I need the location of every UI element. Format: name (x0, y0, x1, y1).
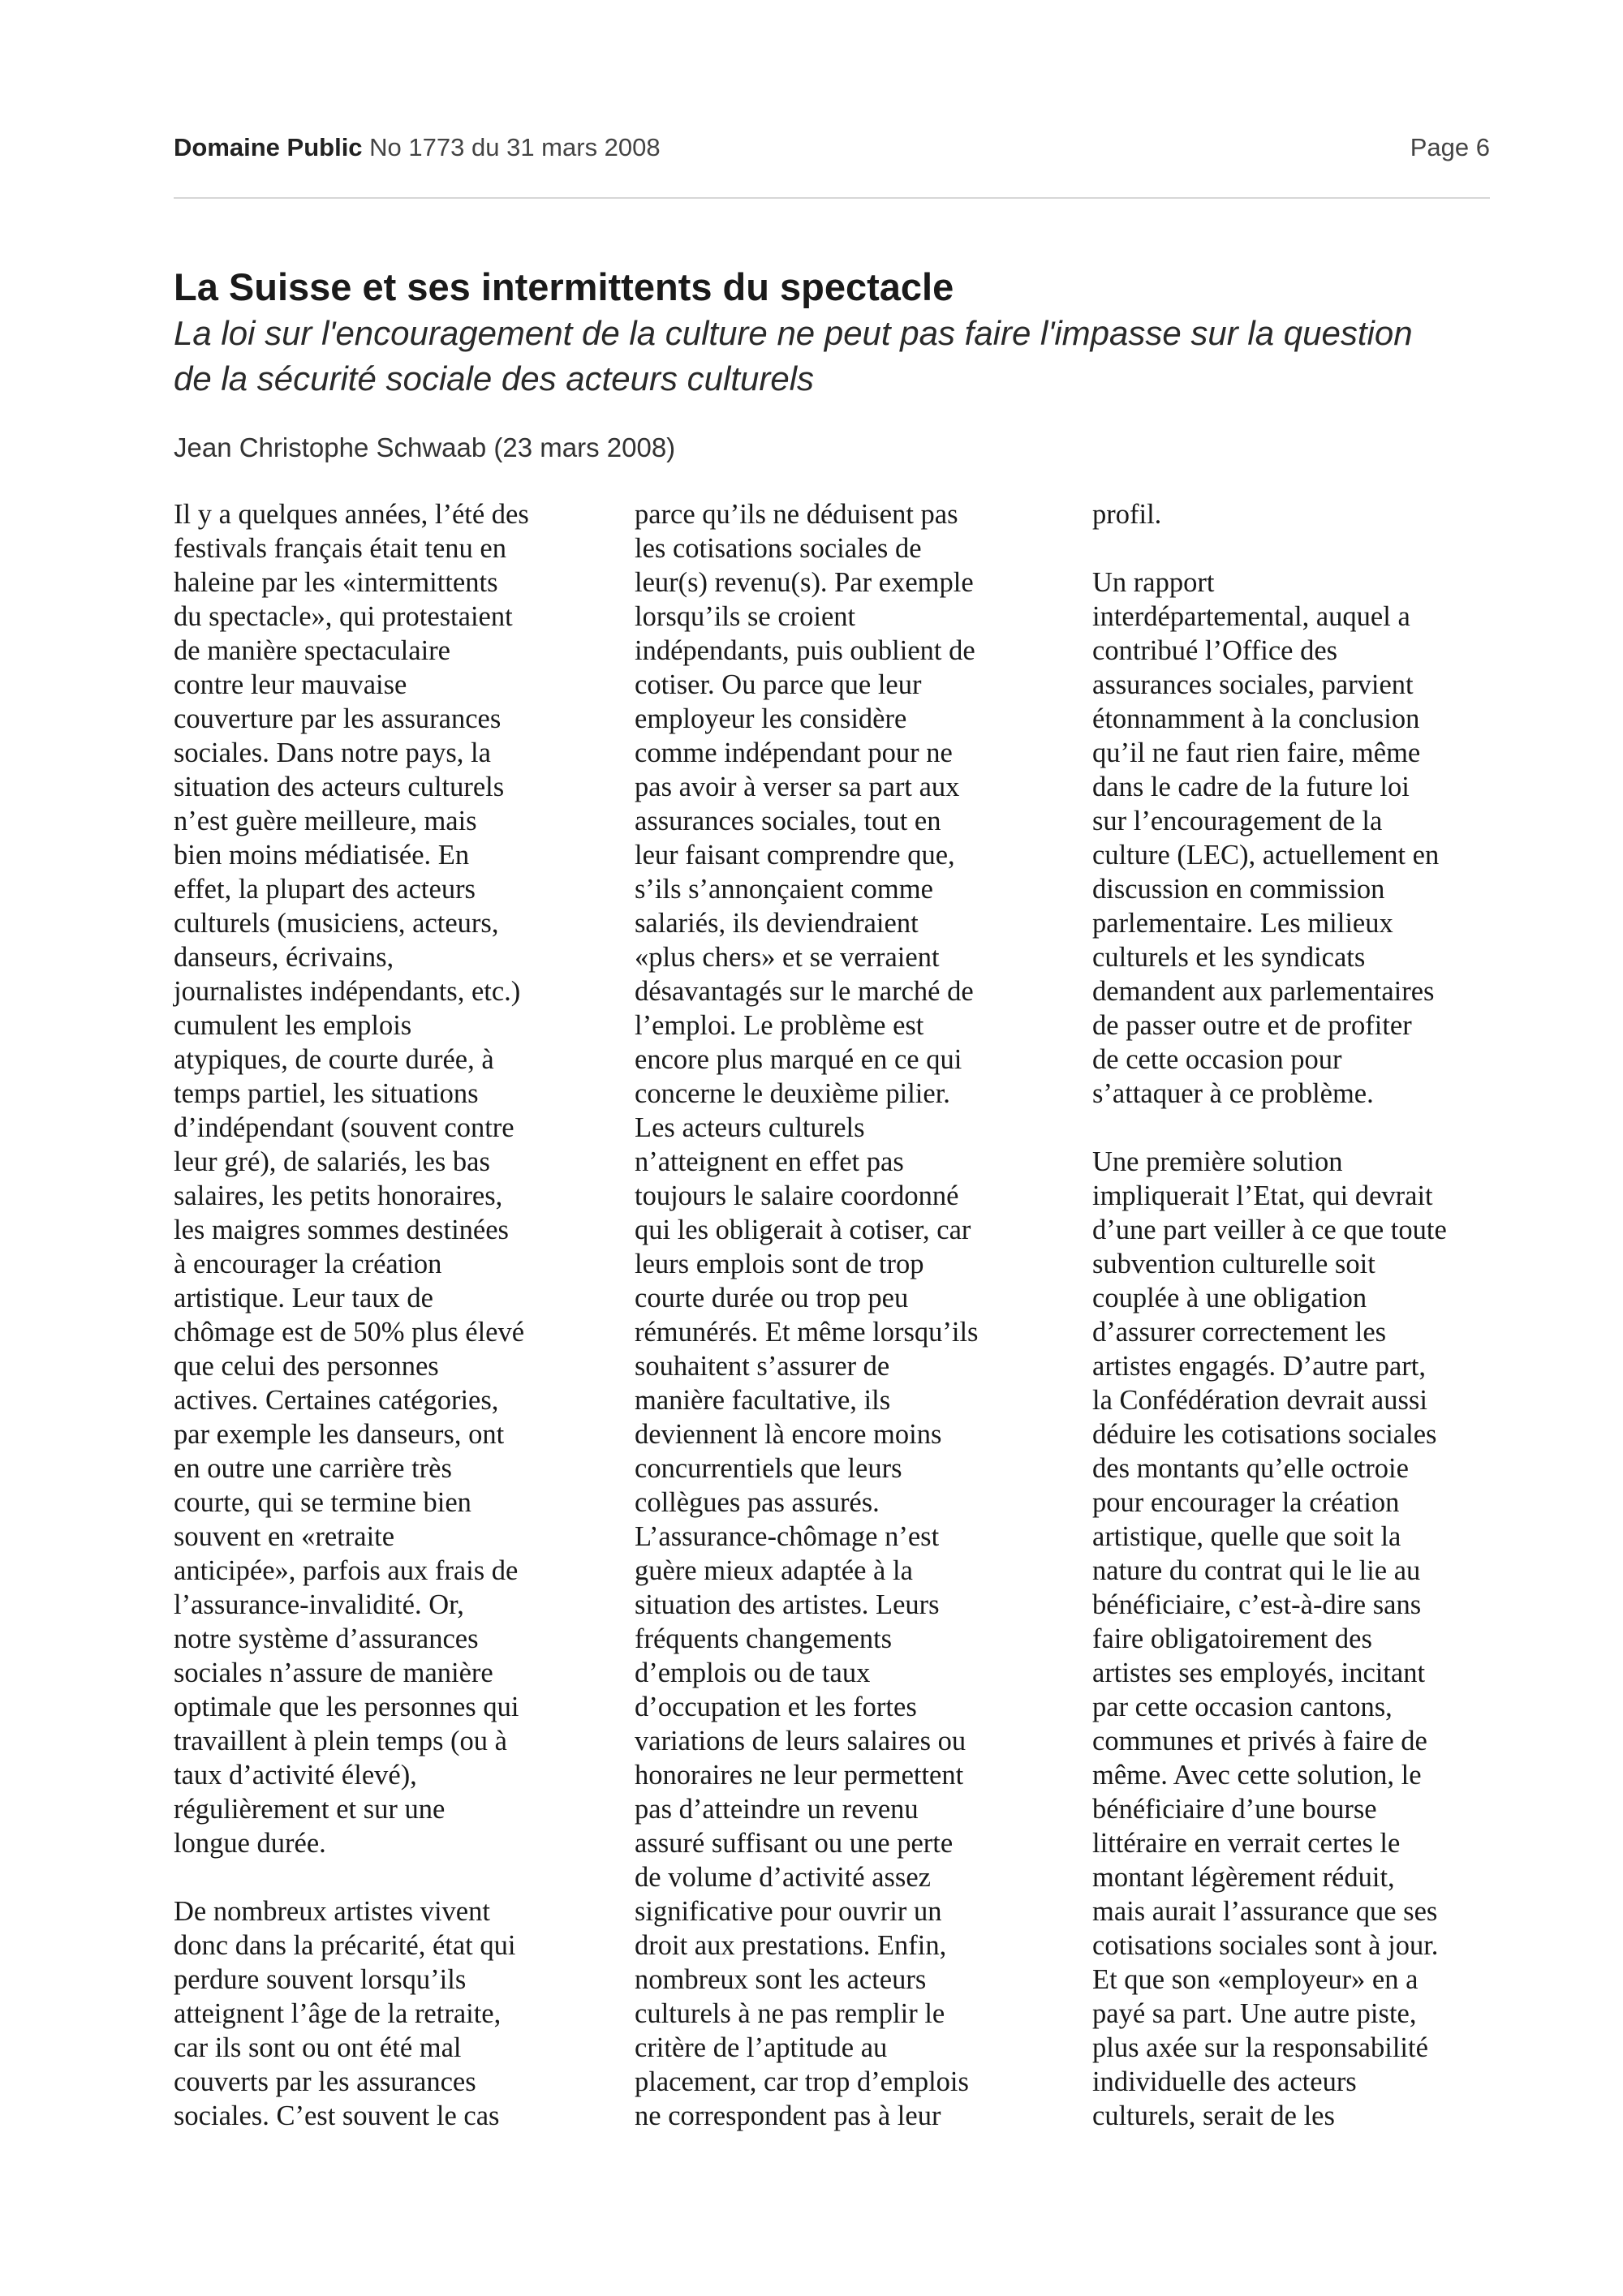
text-line: en outre une carrière très (174, 1453, 452, 1484)
text-line: contribué l’Office des (1092, 635, 1338, 666)
text-line: pas avoir à verser sa part aux (635, 772, 960, 802)
text-line: courte, qui se termine bien (174, 1487, 471, 1518)
text-line: pas d’atteindre un revenu (635, 1794, 919, 1825)
text-line (174, 1860, 596, 1894)
text-line: journalistes indépendants, etc.) (174, 976, 521, 1007)
text-line: souhaitent s’assurer de (635, 1351, 890, 1382)
text-line: donc dans la précarité, état qui (174, 1930, 516, 1961)
text-line: à encourager la création (174, 1249, 442, 1279)
text-line: qui les obligerait à cotiser, car (635, 1215, 971, 1245)
text-line: situation des artistes. Leurs (635, 1589, 940, 1620)
text-line: concerne le deuxième pilier. (635, 1078, 950, 1109)
text-line: sur l’encouragement de la (1092, 806, 1383, 836)
text-line: de cette occasion pour (1092, 1044, 1342, 1075)
text-line: assuré suffisant ou une perte (635, 1828, 954, 1859)
text-line: sociales. Dans notre pays, la (174, 737, 491, 768)
text-line: atypiques, de courte durée, à (174, 1044, 494, 1075)
text-line: cotisations sociales sont à jour. (1092, 1930, 1439, 1961)
text-line: chômage est de 50% plus élevé (174, 1317, 525, 1348)
text-line: De nombreux artistes vivent (174, 1896, 490, 1927)
text-line: ne correspondent pas à leur (635, 2100, 941, 2131)
text-line: bénéficiaire, c’est-à-dire sans (1092, 1589, 1422, 1620)
text-line: salaires, les petits honoraires, (174, 1180, 503, 1211)
text-line: régulièrement et sur une (174, 1794, 446, 1825)
text-line: artistique. Leur taux de (174, 1283, 433, 1314)
text-line: mais aurait l’assurance que ses (1092, 1896, 1438, 1927)
header-divider (174, 197, 1490, 199)
article-title: La Suisse et ses intermittents du spectacle (174, 265, 954, 308)
text-line: significative pour ouvrir un (635, 1896, 942, 1927)
text-line: l’emploi. Le problème est (635, 1010, 924, 1041)
text-line: bien moins médiatisée. En (174, 840, 470, 871)
text-line: plus axée sur la responsabilité (1092, 2032, 1428, 2063)
text-line: artistes ses employés, incitant (1092, 1658, 1426, 1688)
text-line: d’indépendant (souvent contre (174, 1112, 514, 1143)
text-line: couverture par les assurances (174, 703, 502, 734)
text-line: de volume d’activité assez (635, 1862, 931, 1893)
text-line: «plus chers» et se verraient (635, 942, 940, 973)
text-line: parlementaire. Les milieux (1092, 908, 1393, 939)
text-line: deviennent là encore moins (635, 1419, 942, 1450)
text-line: discussion en commission (1092, 874, 1385, 905)
text-line: Et que son «employeur» en a (1092, 1964, 1419, 1995)
text-line: car ils sont ou ont été mal (174, 2032, 462, 2063)
text-line: leurs emplois sont de trop (635, 1249, 924, 1279)
text-line: Les acteurs culturels (635, 1112, 865, 1143)
article-byline: Jean Christophe Schwaab (23 mars 2008) (174, 432, 676, 462)
text-line: culturels et les syndicats (1092, 942, 1366, 973)
text-line: culture (LEC), actuellement en (1092, 840, 1440, 871)
text-line: d’occupation et les fortes (635, 1692, 917, 1722)
text-line: s’attaquer à ce problème. (1092, 1078, 1374, 1109)
text-line: longue durée. (174, 1828, 326, 1859)
text-line: assurances sociales, tout en (635, 806, 941, 836)
text-line: collègues pas assurés. (635, 1487, 880, 1518)
text-line: variations de leurs salaires ou (635, 1726, 966, 1756)
text-line: encore plus marqué en ce qui (635, 1044, 962, 1075)
text-line: qu’il ne faut rien faire, même (1092, 737, 1421, 768)
text-line: l’assurance-invalidité. Or, (174, 1589, 464, 1620)
text-line: toujours le salaire coordonné (635, 1180, 959, 1211)
text-line: la Confédération devrait aussi (1092, 1385, 1427, 1416)
text-line: déduire les cotisations sociales (1092, 1419, 1437, 1450)
text-line: temps partiel, les situations (174, 1078, 479, 1109)
text-line: courte durée ou trop peu (635, 1283, 909, 1314)
text-line: placement, car trop d’emplois (635, 2066, 969, 2097)
text-line: pour encourager la création (1092, 1487, 1400, 1518)
text-line: par exemple les danseurs, ont (174, 1419, 505, 1450)
text-line: des montants qu’elle octroie (1092, 1453, 1409, 1484)
text-line: littéraire en verrait certes le (1092, 1828, 1401, 1859)
text-line: souvent en «retraite (174, 1521, 395, 1552)
text-line: nature du contrat qui le lie au (1092, 1555, 1421, 1586)
text-line: festivals français était tenu en (174, 533, 506, 564)
text-line: comme indépendant pour ne (635, 737, 953, 768)
text-line (1092, 531, 1514, 565)
text-line: anticipée», parfois aux frais de (174, 1555, 519, 1586)
text-line: n’est guère meilleure, mais (174, 806, 477, 836)
text-line: assurances sociales, parvient (1092, 669, 1414, 700)
text-line: communes et privés à faire de (1092, 1726, 1427, 1756)
publication-name: Domaine Public (174, 133, 363, 161)
text-line: bénéficiaire d’une bourse (1092, 1794, 1377, 1825)
text-line: que celui des personnes (174, 1351, 439, 1382)
text-column-3 (1092, 497, 1514, 2133)
text-line: danseurs, écrivains, (174, 942, 394, 973)
text-line (1092, 1111, 1514, 1145)
text-line: leur faisant comprendre que, (635, 840, 955, 871)
text-line: nombreux sont les acteurs (635, 1964, 927, 1995)
text-line: individuelle des acteurs (1092, 2066, 1357, 2097)
text-line: concurrentiels que leurs (635, 1453, 902, 1484)
text-line: dans le cadre de la future loi (1092, 772, 1410, 802)
text-line: indépendants, puis oublient de (635, 635, 975, 666)
header-issue-info (174, 133, 661, 162)
text-line: perdure souvent lorsqu’ils (174, 1964, 467, 1995)
text-line: manière facultative, ils (635, 1385, 891, 1416)
text-line: leur(s) revenu(s). Par exemple (635, 567, 974, 598)
text-line: fréquents changements (635, 1623, 893, 1654)
text-line: couverts par les assurances (174, 2066, 476, 2097)
text-line: de passer outre et de profiter (1092, 1010, 1412, 1041)
text-line: d’une part veiller à ce que toute (1092, 1215, 1447, 1245)
text-line: montant légèrement réduit, (1092, 1862, 1395, 1893)
text-line: culturels (musiciens, acteurs, (174, 908, 499, 939)
text-line: droit aux prestations. Enfin, (635, 1930, 947, 1961)
text-line: cumulent les emplois (174, 1010, 412, 1041)
article-subtitle: La loi sur l'encouragement de la culture ne peut pas faire l'impasse sur la question de la sécurité sociale des acteurs culturels (174, 314, 1413, 398)
text-line: du spectacle», qui protestaient (174, 601, 513, 632)
text-line: impliquerait l’Etat, qui devrait (1092, 1180, 1433, 1211)
text-line: taux d’activité élevé), (174, 1760, 417, 1791)
text-column-1 (174, 497, 596, 2133)
text-line: culturels, serait de les (1092, 2100, 1335, 2131)
text-line: notre système d’assurances (174, 1623, 479, 1654)
page-header (174, 130, 1490, 178)
text-line: couplée à une obligation (1092, 1283, 1367, 1314)
text-line: profil. (1092, 499, 1162, 530)
text-line: subvention culturelle soit (1092, 1249, 1375, 1279)
text-line: d’emplois ou de taux (635, 1658, 871, 1688)
text-line: situation des acteurs culturels (174, 772, 505, 802)
text-line: travaillent à plein temps (ou à (174, 1726, 507, 1756)
text-line: critère de l’aptitude au (635, 2032, 888, 2063)
text-line: Un rapport (1092, 567, 1215, 598)
text-line: artistes engagés. D’autre part, (1092, 1351, 1426, 1382)
text-line: artistique, quelle que soit la (1092, 1521, 1401, 1552)
page-number: Page 6 (1410, 133, 1490, 161)
text-line: actives. Certaines catégories, (174, 1385, 499, 1416)
text-line: contre leur mauvaise (174, 669, 407, 700)
text-line: les maigres sommes destinées (174, 1215, 509, 1245)
text-line: effet, la plupart des acteurs (174, 874, 476, 905)
text-line: cotiser. Ou parce que leur (635, 669, 922, 700)
text-line: rémunérés. Et même lorsqu’ils (635, 1317, 979, 1348)
text-line: payé sa part. Une autre piste, (1092, 1998, 1417, 2029)
text-line: salariés, ils deviendraient (635, 908, 919, 939)
text-line: interdépartemental, auquel a (1092, 601, 1410, 632)
text-line: lorsqu’ils se croient (635, 601, 856, 632)
text-line: leur gré), de salariés, les bas (174, 1146, 490, 1177)
text-line: étonnamment à la conclusion (1092, 703, 1420, 734)
text-line: n’atteignent en effet pas (635, 1146, 904, 1177)
text-column-2 (635, 497, 1057, 2133)
text-line: de manière spectaculaire (174, 635, 450, 666)
text-line: par cette occasion cantons, (1092, 1692, 1393, 1722)
text-line: atteignent l’âge de la retraite, (174, 1998, 502, 2029)
issue-label: No 1773 du 31 mars 2008 (369, 133, 661, 161)
text-line: d’assurer correctement les (1092, 1317, 1387, 1348)
text-line: guère mieux adaptée à la (635, 1555, 913, 1586)
text-line: s’ils s’annonçaient comme (635, 874, 933, 905)
text-line: optimale que les personnes qui (174, 1692, 519, 1722)
text-line: L’assurance-chômage n’est (635, 1521, 940, 1552)
text-line: parce qu’ils ne déduisent pas (635, 499, 958, 530)
text-line: les cotisations sociales de (635, 533, 922, 564)
text-line: même. Avec cette solution, le (1092, 1760, 1422, 1791)
text-line: Il y a quelques années, l’été des (174, 499, 529, 530)
text-line: faire obligatoirement des (1092, 1623, 1372, 1654)
text-line: demandent aux parlementaires (1092, 976, 1435, 1007)
text-line: culturels à ne pas remplir le (635, 1998, 945, 2029)
text-line: sociales. C’est souvent le cas (174, 2100, 500, 2131)
text-line: sociales n’assure de manière (174, 1658, 493, 1688)
text-line: désavantagés sur le marché de (635, 976, 974, 1007)
text-line: Une première solution (1092, 1146, 1343, 1177)
text-line: employeur les considère (635, 703, 907, 734)
text-line: honoraires ne leur permettent (635, 1760, 964, 1791)
text-line: haleine par les «intermittents (174, 567, 498, 598)
